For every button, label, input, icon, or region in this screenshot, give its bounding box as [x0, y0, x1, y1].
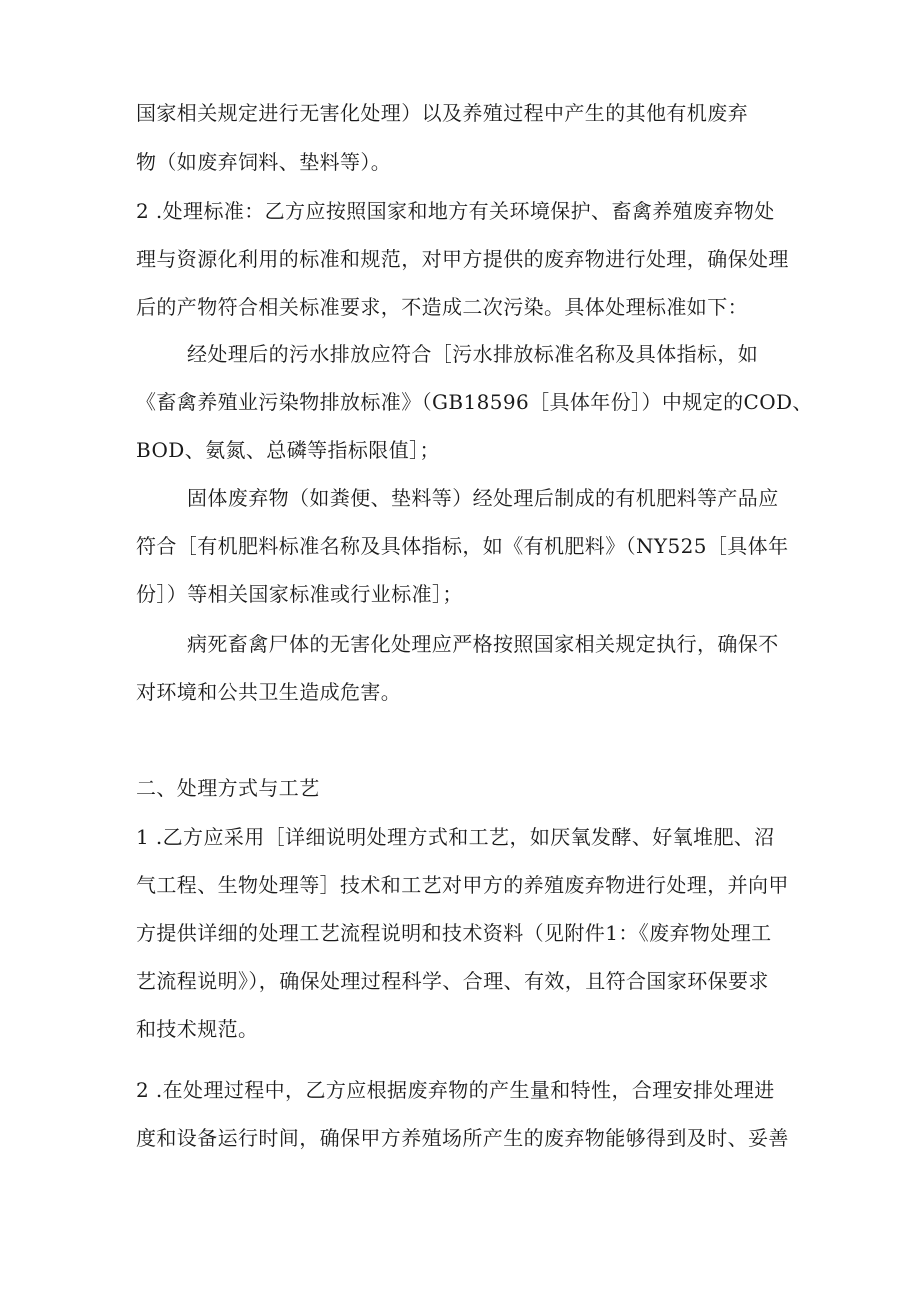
text-line: 方提供详细的处理工艺流程说明和技术资料（见附件1：《废弃物处理工 — [136, 921, 772, 945]
standard-item-solid-waste: 固体废弃物（如粪便、垫料等）经处理后制成的有机肥料等产品应 — [187, 486, 779, 510]
text-line: 《畜禽养殖业污染物排放标准》（GB18596［具体年份］）中规定的COD、 — [136, 390, 813, 414]
text-line: 艺流程说明》），确保处理过程科学、合理、有效，且符合国家环保要求 — [136, 969, 769, 993]
text-line: 理与资源化利用的标准和规范，对甲方提供的废弃物进行处理，确保处理 — [136, 247, 789, 271]
section-heading: 二、处理方式与工艺 — [136, 776, 320, 800]
text-line: 物（如废弃饲料、垫料等）。 — [136, 150, 392, 174]
text-line: 国家相关规定进行无害化处理）以及养殖过程中产生的其他有机废弃 — [136, 101, 748, 125]
text-line: 和技术规范。 — [136, 1017, 259, 1041]
list-item-2-line: 2 .在处理过程中，乙方应根据废弃物的产生量和特性，合理安排处理进 — [136, 1078, 775, 1102]
text-line: 份］）等相关国家标准或行业标准］； — [136, 582, 463, 606]
text-line: 度和设备运行时间，确保甲方养殖场所产生的废弃物能够得到及时、妥善 — [136, 1126, 789, 1150]
standard-item-carcass: 病死畜禽尸体的无害化处理应严格按照国家相关规定执行，确保不 — [187, 632, 779, 656]
text-line: 后的产物符合相关标准要求，不造成二次污染。具体处理标准如下： — [136, 295, 748, 319]
text-line: 符合［有机肥料标准名称及具体指标，如《有机肥料》（NY525［具体年 — [136, 534, 789, 558]
standard-item-wastewater: 经处理后的污水排放应符合［污水排放标准名称及具体指标，如 — [187, 342, 759, 366]
list-item-2-line: 2 .处理标准：乙方应按照国家和地方有关环境保护、畜禽养殖废弃物处 — [136, 199, 775, 223]
list-item-1-line: 1 .乙方应采用［详细说明处理方式和工艺，如厌氧发酵、好氧堆肥、沼 — [136, 825, 775, 849]
text-line: BOD、氨氮、总磷等指标限值］； — [136, 438, 440, 462]
text-line: 对环境和公共卫生造成危害。 — [136, 680, 402, 704]
text-line: 气工程、生物处理等］技术和工艺对甲方的养殖废弃物进行处理，并向甲 — [136, 873, 789, 897]
